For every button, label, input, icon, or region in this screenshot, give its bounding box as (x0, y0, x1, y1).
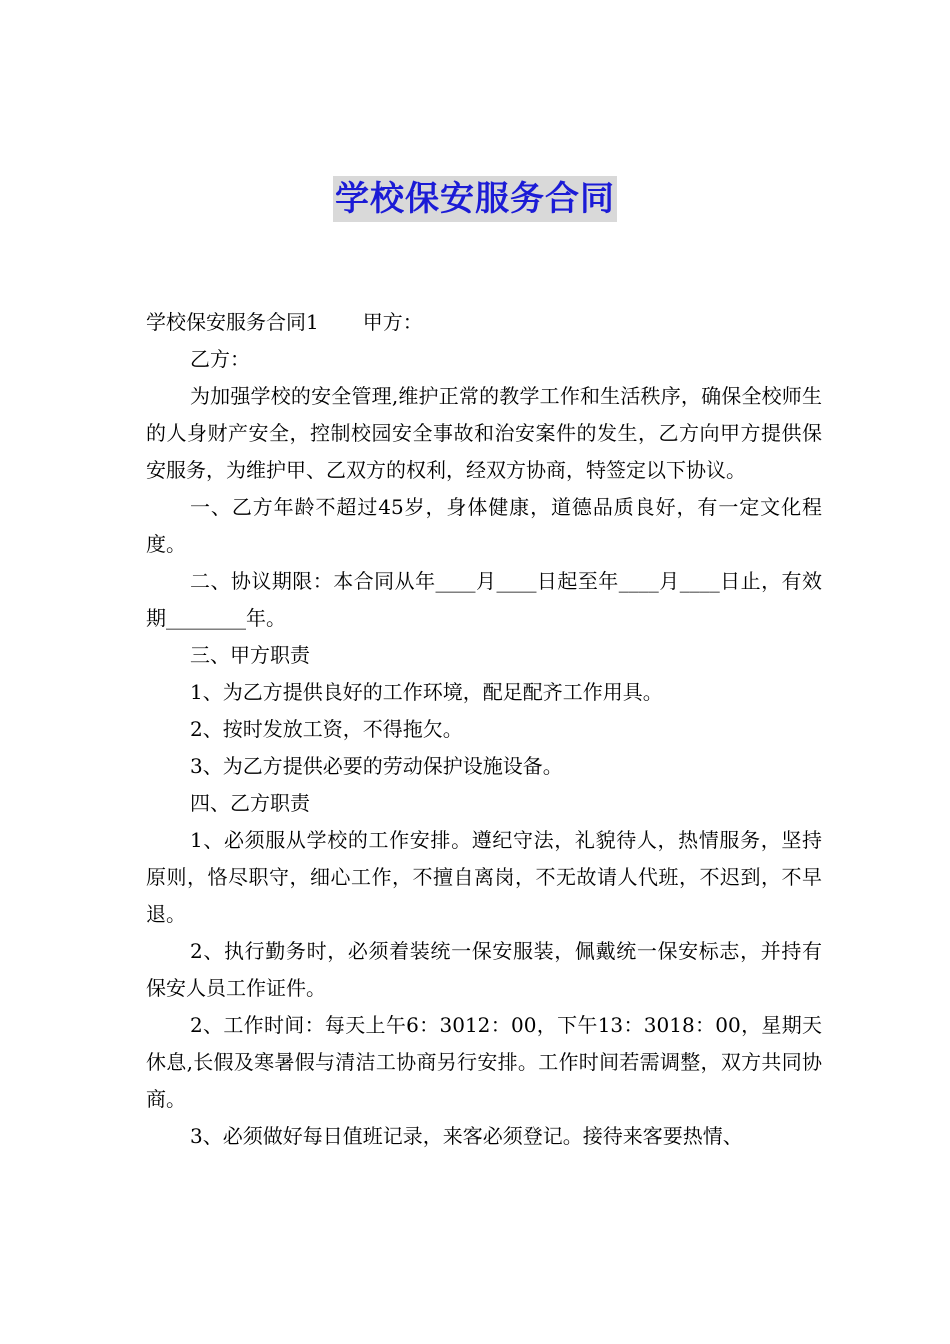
document-body (146, 304, 822, 1155)
list-item: 1、为乙方提供良好的工作环境，配足配齐工作用具。 (190, 680, 663, 704)
paragraph: 二、协议期限：本合同从年____月____日起至年____月____日止，有效期________年。 (146, 569, 822, 630)
section-heading: 三、甲方职责 (190, 643, 310, 667)
paragraph: 乙方： (190, 347, 250, 371)
section-heading: 四、乙方职责 (190, 791, 310, 815)
list-item: 2、按时发放工资，不得拖欠。 (190, 717, 463, 741)
list-item: 3、必须做好每日值班记录，来客必须登记。接待来客要热情、 (190, 1124, 743, 1148)
document-title: 学校保安服务合同 (333, 176, 617, 222)
list-item: 3、为乙方提供必要的劳动保护设施设备。 (190, 754, 563, 778)
paragraph: 一、乙方年龄不超过45岁，身体健康，道德品质良好，有一定文化程度。 (146, 495, 822, 556)
list-item: 2、执行勤务时，必须着装统一保安服装，佩戴统一保安标志，并持有保安人员工作证件。 (146, 939, 822, 1000)
list-item: 1、必须服从学校的工作安排。遵纪守法，礼貌待人，热情服务，坚持原则，恪尽职守，细心工作，不擅自离岗，不无故请人代班，不迟到，不早退。 (146, 828, 822, 926)
contract-subtitle: 学校保安服务合同1 (146, 310, 319, 334)
title-block (0, 176, 950, 222)
list-item: 2、工作时间：每天上午6：3012：00，下午13：3018：00，星期天休息,长假及寒暑假与清洁工协商另行安排。工作时间若需调整，双方共同协商。 (146, 1013, 822, 1111)
paragraph: 为加强学校的安全管理,维护正常的教学工作和生活秩序，确保全校师生的人身财产安全，控制校园安全事故和治安案件的发生，乙方向甲方提供保安服务，为维护甲、乙双方的权利，经双方协商，特签定以下协议。 (146, 384, 822, 482)
party-a-label: 甲方： (362, 310, 423, 334)
heading-line (146, 304, 822, 341)
